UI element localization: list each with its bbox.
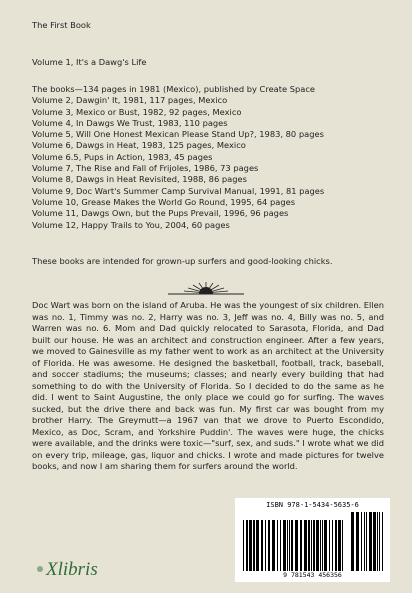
barcode-bars <box>235 498 390 582</box>
barcode-bar <box>287 520 288 571</box>
publisher-logo <box>34 557 124 581</box>
barcode-bar <box>322 520 323 571</box>
barcode-bar <box>253 520 255 571</box>
isbn-label: ISBN 978-1-5434-5635-6 <box>266 501 359 509</box>
barcode <box>235 498 390 582</box>
ean-digits <box>240 572 385 579</box>
barcode-bar <box>342 520 343 571</box>
addon-bar <box>382 512 383 571</box>
barcode-bar <box>289 520 290 571</box>
books-list <box>32 84 324 231</box>
list-item: Volume 11, Dawgs Own, but the Pups Prevail, 1996, 96 pages <box>32 208 289 219</box>
barcode-bar <box>313 520 315 571</box>
ean-number: 9 781543 456356 <box>283 571 342 579</box>
list-item: Volume 8, Dawgs in Heat Revisited, 1988, 86 pages <box>32 174 247 185</box>
barcode-bar <box>320 520 321 571</box>
addon-bar <box>373 512 376 571</box>
sun-ornament-icon <box>168 281 244 295</box>
barcode-bar <box>324 520 327 571</box>
addon-bar <box>351 512 354 571</box>
volume-1-line: Volume 1, It's a Dawg's Life <box>32 57 147 67</box>
barcode-bar <box>329 520 330 571</box>
list-item: Volume 12, Happy Trails to You, 2004, 60 pages <box>32 219 230 230</box>
barcode-bar <box>332 520 333 571</box>
barcode-bar <box>243 520 244 571</box>
list-item: The books—134 pages in 1981 (Mexico), published by Create Space <box>32 84 316 94</box>
page-title: The First Book <box>32 20 91 30</box>
barcode-bar <box>265 520 266 571</box>
list-item: Volume 10, Grease Makes the World Go Round, 1995, 64 pages <box>32 196 296 207</box>
list-item: Volume 9, Doc Wart's Summer Camp Survival Manual, 1991, 81 pages <box>32 185 325 196</box>
list-item: Volume 4, In Dawgs We Trust, 1983, 110 pages <box>32 117 228 128</box>
list-item: Volume 3, Mexico or Bust, 1982, 92 pages, Mexico <box>32 106 242 117</box>
logo-dot-icon <box>37 566 43 572</box>
barcode-bar <box>338 520 341 571</box>
barcode-bar <box>311 520 312 571</box>
barcode-bar <box>335 520 337 571</box>
addon-bar <box>361 512 362 571</box>
barcode-bar <box>308 520 310 571</box>
list-item: Volume 6.5, Pups in Action, 1983, 45 pages <box>32 151 213 162</box>
list-item: Volume 2, Dawgin' It, 1981, 117 pages, Mexico <box>32 95 228 106</box>
barcode-bar <box>261 520 263 571</box>
publisher-logo-text: Xlibris <box>46 559 98 580</box>
barcode-bar <box>280 520 281 571</box>
barcode-bar <box>283 520 286 571</box>
list-item: Volume 5, Will One Honest Mexican Please Stand Up?, 1983, 80 pages <box>32 129 324 140</box>
barcode-bar <box>249 520 252 571</box>
addon-bar <box>379 512 380 571</box>
audience-note: These books are intended for grown-up surfers and good-looking chicks. <box>32 256 333 266</box>
barcode-bar <box>277 520 278 571</box>
list-item: Volume 6, Dawgs in Heat, 1983, 125 pages, Mexico <box>32 140 246 151</box>
list-item: Volume 7, The Rise and Fall of Frijoles, 1986, 73 pages <box>32 163 259 174</box>
addon-bar <box>356 512 359 571</box>
addon-bar <box>377 512 378 571</box>
barcode-bar <box>268 520 270 571</box>
barcode-bar <box>295 520 298 571</box>
barcode-bar <box>291 520 293 571</box>
addon-bar <box>366 512 367 571</box>
addon-bar <box>369 512 372 571</box>
barcode-bar <box>256 520 259 571</box>
barcode-bar <box>272 520 275 571</box>
barcode-bar <box>316 520 319 571</box>
author-bio: Doc Wart was born on the island of Aruba. He was the youngest of six children. Ellen was no. 1, Timmy was no. 2, Harry was no. 3, Jeff was no. 4, Billy was no. 5, and Warren was no. 6. Mom and Dad quickly relocated to Sarasota, Florida, and Dad built our house. He was an architect and construction engineer. After a few years, we moved to Gainesville as my father went to work as an architect at the University of Florida. He was awesome. He designed the basketball, football, track, baseball, and soccer stadiums; the museums; classes; and nearly every building that had something to do with the University of Florida. So I decided to do the same as he did. I went to Saint Augustine, the only place we could go for surfing. The waves sucked, but the drive there and back was fun. My first car was bought from my brother Harry. The Greymutt—a 1967 van that we drove to Puerto Escondido, Mexico, as Doc, Scram, and Yorkshire Puddin'. The waves were huge, the chicks were available, and the drinks were toxic—"surf, sex, and suds." I wrote what we did on every trip, mileage, gas, liquor and chicks. I wrote and made pictures for twelve books, and now I am sharing them for surfers around the world. <box>32 300 384 471</box>
barcode-bar <box>300 520 302 571</box>
barcode-bar <box>246 520 248 571</box>
addon-bar <box>364 512 365 571</box>
barcode-bar <box>304 520 307 571</box>
